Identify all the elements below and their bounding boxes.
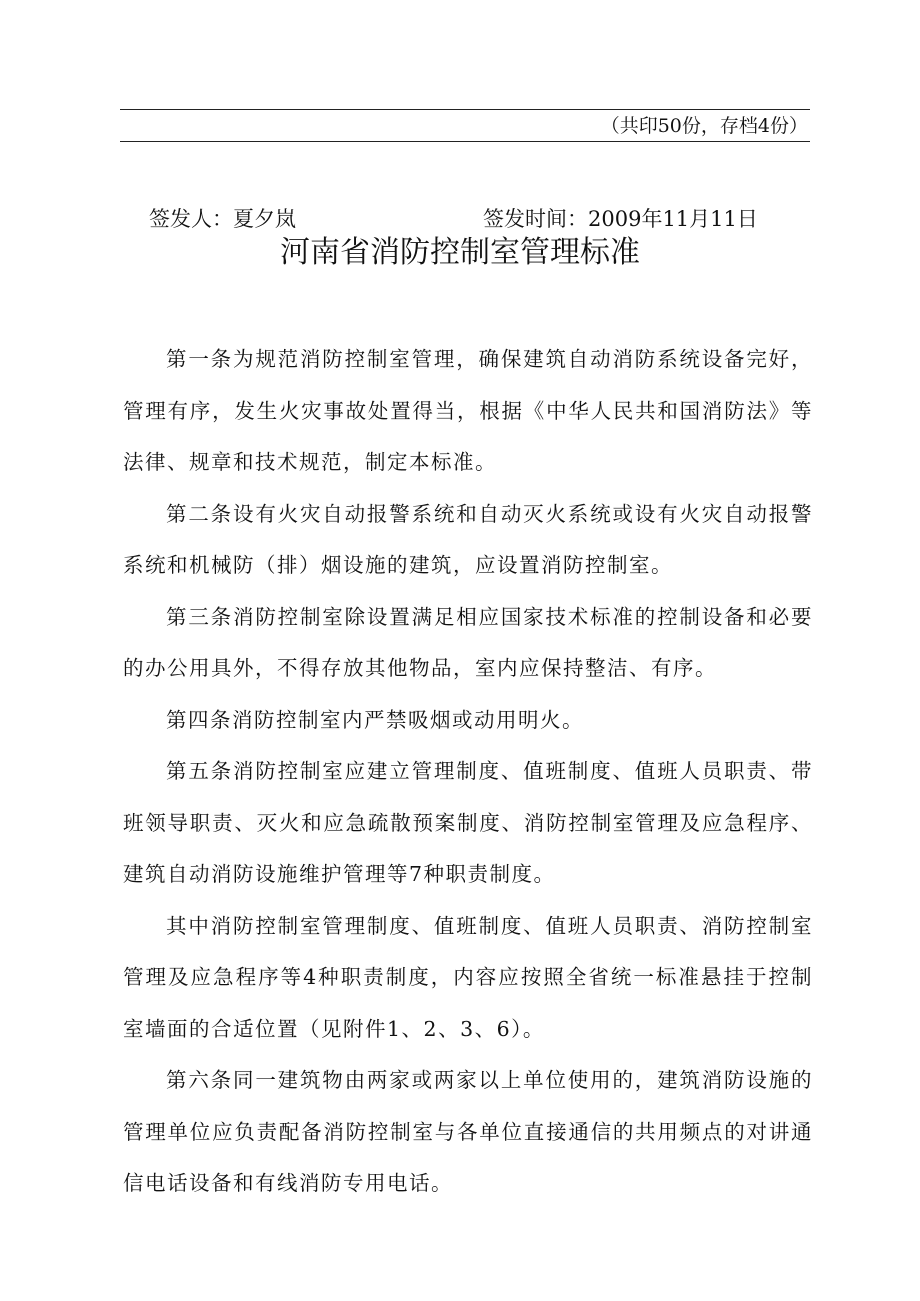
article-1: 第一条为规范消防控制室管理，确保建筑自动消防系统设备完好，管理有序，发生火灾事故处置得当，根据《中华人民共和国消防法》等法律、规章和技术规范，制定本标准。 — [123, 347, 813, 474]
document-body — [123, 334, 813, 1210]
signer-label: 签发人： — [149, 207, 233, 231]
header-rule-bottom — [120, 141, 810, 142]
article-6: 第六条同一建筑物由两家或两家以上单位使用的，建筑消防设施的管理单位应负责配备消防控制室与各单位直接通信的共用频点的对讲通信电话设备和有线消防专用电话。 — [123, 1068, 813, 1195]
article-3: 第三条消防控制室除设置满足相应国家技术标准的控制设备和必要的办公用具外，不得存放其他物品，室内应保持整洁、有序。 — [123, 604, 813, 680]
issue-date-label: 签发时间： — [483, 207, 588, 231]
header-rule-top — [120, 109, 810, 110]
issue-date-value: 2009年11月11日 — [588, 207, 758, 231]
issue-date-line — [483, 205, 758, 233]
article-2: 第二条设有火灾自动报警系统和自动灭火系统或设有火灾自动报警系统和机械防（排）烟设施的建筑，应设置消防控制室。 — [123, 501, 813, 577]
article-5-supplement: 其中消防控制室管理制度、值班制度、值班人员职责、消防控制室管理及应急程序等4种职责制度，内容应按照全省统一标准悬挂于控制室墙面的合适位置（见附件1、2、3、6）。 — [123, 913, 813, 1041]
document-title: 河南省消防控制室管理标准 — [280, 235, 640, 270]
signer-line — [149, 205, 296, 233]
signer-name: 夏夕岚 — [233, 207, 296, 231]
article-5: 第五条消防控制室应建立管理制度、值班制度、值班人员职责、带班领导职责、灭火和应急疏散预案制度、消防控制室管理及应急程序、建筑自动消防设施维护管理等7种职责制度。 — [123, 759, 813, 886]
article-4: 第四条消防控制室内严禁吸烟或动用明火。 — [166, 707, 585, 732]
copies-note: （共印50份，存档4份） — [600, 115, 808, 137]
